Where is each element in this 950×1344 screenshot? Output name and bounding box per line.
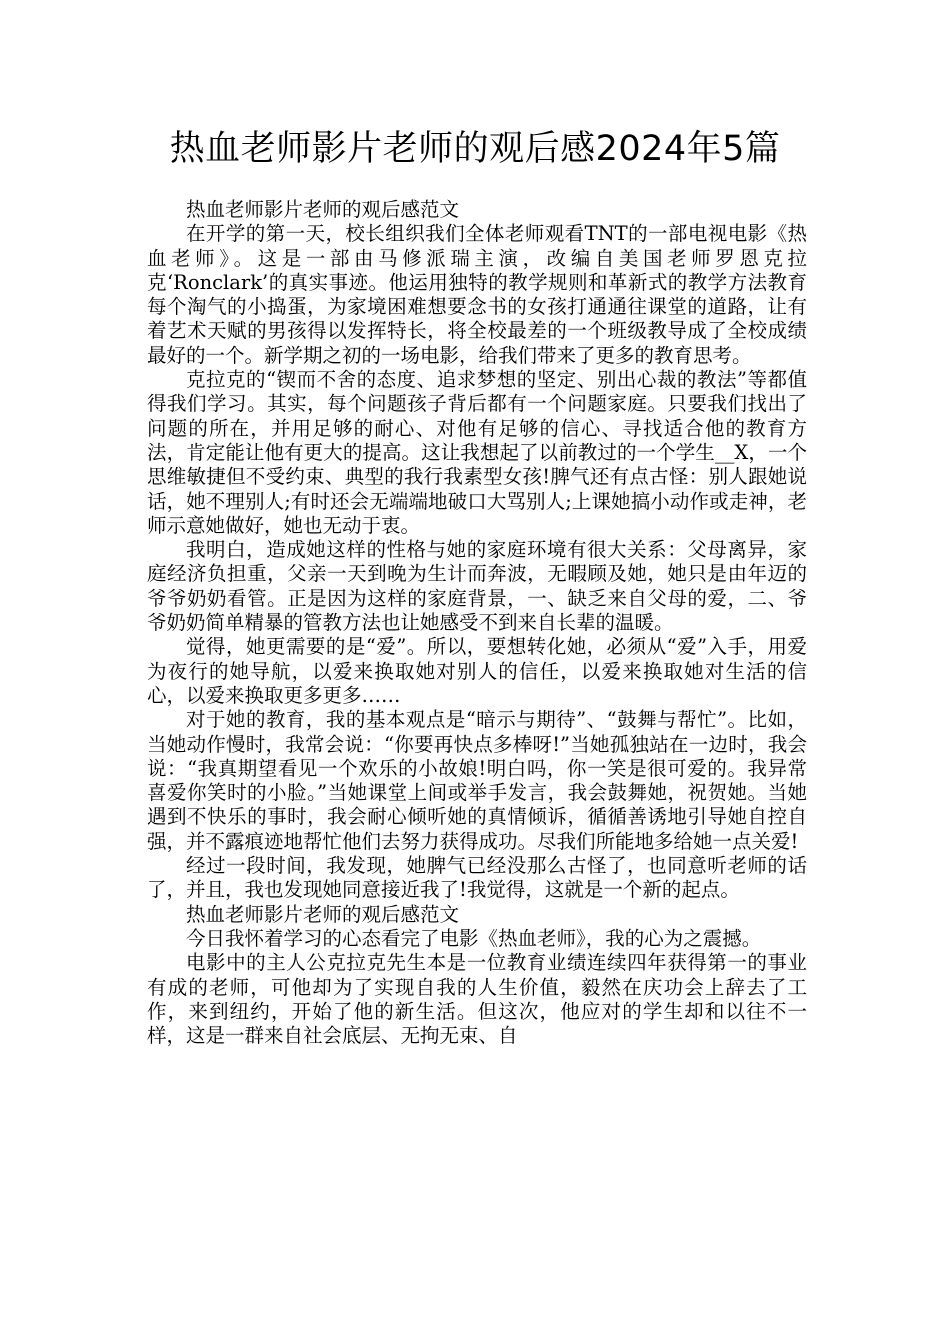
section-heading: 热血老师影片老师的观后感范文 (186, 198, 460, 221)
paragraph: 电影中的主人公克拉克先生本是一位教育业绩连续四年获得第一的事业有成的老师，可他却为了实现自我的人生价值，毅然在庆功会上辞去了工作，来到纽约，开始了他的新生活。但这次，他应对的学生却和以往不一样，这是一群来自社会底层、无拘无束、自 (147, 951, 807, 1048)
paragraph: 我明白，造成她这样的性格与她的家庭环境有很大关系：父母离异，家庭经济负担重，父亲一天到晚为生计而奔波，无暇顾及她，她只是由年迈的爷爷奶奶看管。正是因为这样的家庭背景，一、缺乏来自父母的爱，二、爷爷奶奶简单精暴的管教方法也让她感受不到来自长辈的温暖。 (147, 538, 807, 635)
paragraph: 克拉克的“锲而不舍的态度、追求梦想的坚定、别出心裁的教法”等都值得我们学习。其实，每个问题孩子背后都有一个问题家庭。只要我们找出了问题的所在，并用足够的耐心、对他有足够的信心、寻找适合他的教育方法，肯定能让他有更大的提高。这让我想起了以前教过的一个学生__X，一个思维敏捷但不受约束、典型的我行我素型女孩!脾气还有点古怪：别人跟她说话，她不理别人;有时还会无端端地破口大骂别人;上课她搞小动作或走神，老师示意她做好，她也无动于衷。 (147, 368, 807, 537)
paragraph: 觉得，她更需要的是“爱”。所以，要想转化她，必须从“爱”入手，用爱为夜行的她导航，以爱来换取她对别人的信任，以爱来换取她对生活的信心，以爱来换取更多更多…… (147, 635, 807, 707)
paragraph: 今日我怀着学习的心态看完了电影《热血老师》，我的心为之震撼。 (186, 926, 762, 950)
paragraph: 在开学的第一天，校长组织我们全体老师观看TNT的一部电视电影《热血老师》。这是一部由马修派瑞主演，改编自美国老师罗恩克拉克‘Ronclark’的真实事迹。他运用独特的教学规则和革新式的教学方法教育每个淘气的小捣蛋，为家境困难想要念书的女孩打通通往课堂的道路，让有着艺术天赋的男孩得以发挥特长，将全校最差的一个班级教导成了全校成绩最好的一个。新学期之初的一场电影，给我们带来了更多的教育思考。 (147, 222, 807, 367)
paragraph: 对于她的教育，我的基本观点是“暗示与期待”、“鼓舞与帮忙”。比如，当她动作慢时，我常会说：“你要再快点多棒呀!”当她孤独站在一边时，我会说：“我真期望看见一个欢乐的小故娘!明白吗，你一笑是很可爱的。我异常喜爱你笑时的小脸。”当她课堂上间或举手发言，我会鼓舞她，祝贺她。当她遇到不快乐的事时，我会耐心倾听她的真情倾诉，循循善诱地引导她自控自强，并不露痕迹地帮忙他们去努力获得成功。尽我们所能地多给她一点关爱! (147, 708, 807, 853)
section-heading: 热血老师影片老师的观后感范文 (186, 902, 460, 926)
document-title: 热血老师影片老师的观后感2024年5篇 (169, 129, 781, 169)
paragraph: 经过一段时间，我发现，她脾气已经没那么古怪了，也同意听老师的话了，并且，我也发现她同意接近我了!我觉得，这就是一个新的起点。 (147, 854, 807, 902)
document-body (147, 198, 807, 1048)
